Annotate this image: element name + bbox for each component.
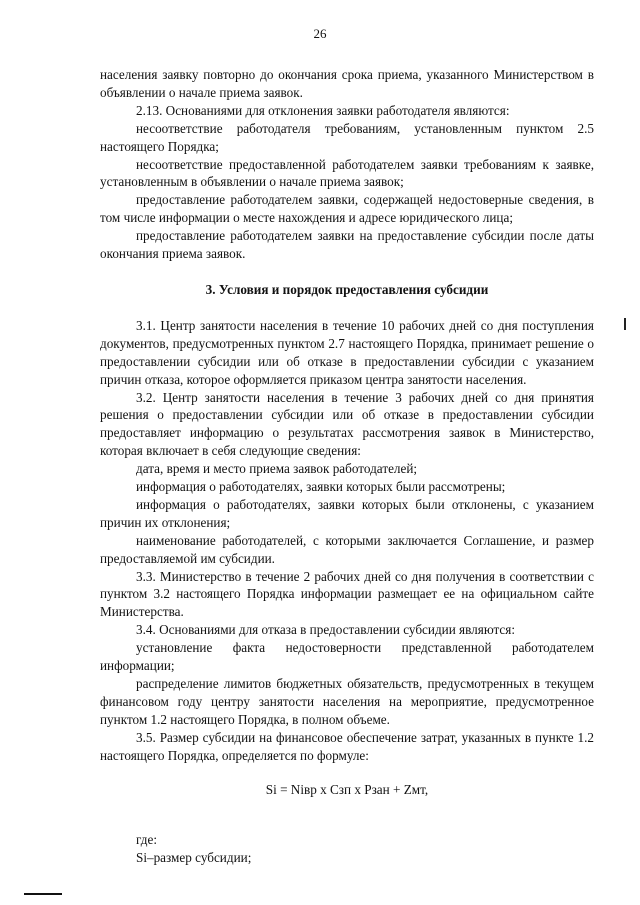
paragraph: предоставление работодателем заявки на предоставление субсидии после даты окончания приема заявок. bbox=[100, 228, 594, 262]
section-heading: 3. Условия и порядок предоставления субсидии bbox=[205, 281, 489, 297]
paragraph: где: bbox=[136, 832, 157, 848]
paragraph: 3.5. Размер субсидии на финансовое обеспечение затрат, указанных в пункте 1.2 настоящего Порядка, определяется по формуле: bbox=[100, 729, 594, 763]
paragraph: информация о работодателях, заявки которых были отклонены, с указанием причин их отклонения; bbox=[100, 496, 594, 530]
paragraph: 3.3. Министерство в течение 2 рабочих дней со дня получения в соответствии с пунктом 3.2 настоящего Порядка информации размещает ее на официальном сайте Министерства. bbox=[100, 568, 594, 620]
paragraph: населения заявку повторно до окончания срока приема, указанного Министерством в объявлении о начале приема заявок. bbox=[100, 67, 594, 100]
paragraph: несоответствие предоставленной работодателем заявки требованиям к заявке, установленным в объявлении о начале приема заявок; bbox=[100, 156, 594, 190]
document-body bbox=[100, 66, 594, 867]
paragraph: распределение лимитов бюджетных обязательств, предусмотренных в текущем финансовом году центру занятости населения на мероприятие, предусмотренное пунктом 1.2 настоящего Порядка, в полном объеме. bbox=[100, 676, 594, 727]
paragraph: несоответствие работодателя требованиям, установленным пунктом 2.5 настоящего Порядка; bbox=[100, 120, 594, 154]
paragraph: Si–размер субсидии; bbox=[136, 850, 252, 866]
paragraph: 3.2. Центр занятости населения в течение 3 рабочих дней со дня принятия решения о предоставлении субсидии или об отказе в предоставлении субсидии предоставляет информацию о результатах рассмотрения заявок в Министерство, которая включает в себя следующие сведения: bbox=[100, 389, 594, 459]
paragraph: наименование работодателей, с которыми заключается Соглашение, и размер предоставляемой им субсидии. bbox=[100, 532, 594, 566]
paragraph: предоставление работодателем заявки, содержащей недостоверные сведения, в том числе информации о месте нахождения и адресе юридического лица; bbox=[100, 192, 594, 226]
paragraph: установление факта недостоверности представленной работодателем информации; bbox=[100, 640, 594, 674]
page-number: 26 bbox=[313, 26, 327, 41]
paragraph: 3.1. Центр занятости населения в течение 10 рабочих дней со дня поступления документов, предусмотренных пунктом 2.7 настоящего Порядка, принимает решение о предоставлении субсидии или об отказе в предоставлении субсидии с указанием причин отказа, которое оформляется приказом центра занятости населения. bbox=[100, 317, 594, 387]
paragraph: 3.4. Основаниями для отказа в предоставлении субсидии являются: bbox=[136, 622, 516, 638]
paragraph: информация о работодателях, заявки которых были рассмотрены; bbox=[136, 479, 506, 495]
formula: Si = Niвр x Сзп x Рзан + Zмт, bbox=[265, 781, 429, 797]
paragraph: 2.13. Основаниями для отклонения заявки работодателя являются: bbox=[136, 102, 510, 118]
margin-mark bbox=[624, 318, 626, 330]
paragraph: дата, время и место приема заявок работодателей; bbox=[136, 461, 418, 477]
bottom-rule bbox=[24, 893, 62, 895]
